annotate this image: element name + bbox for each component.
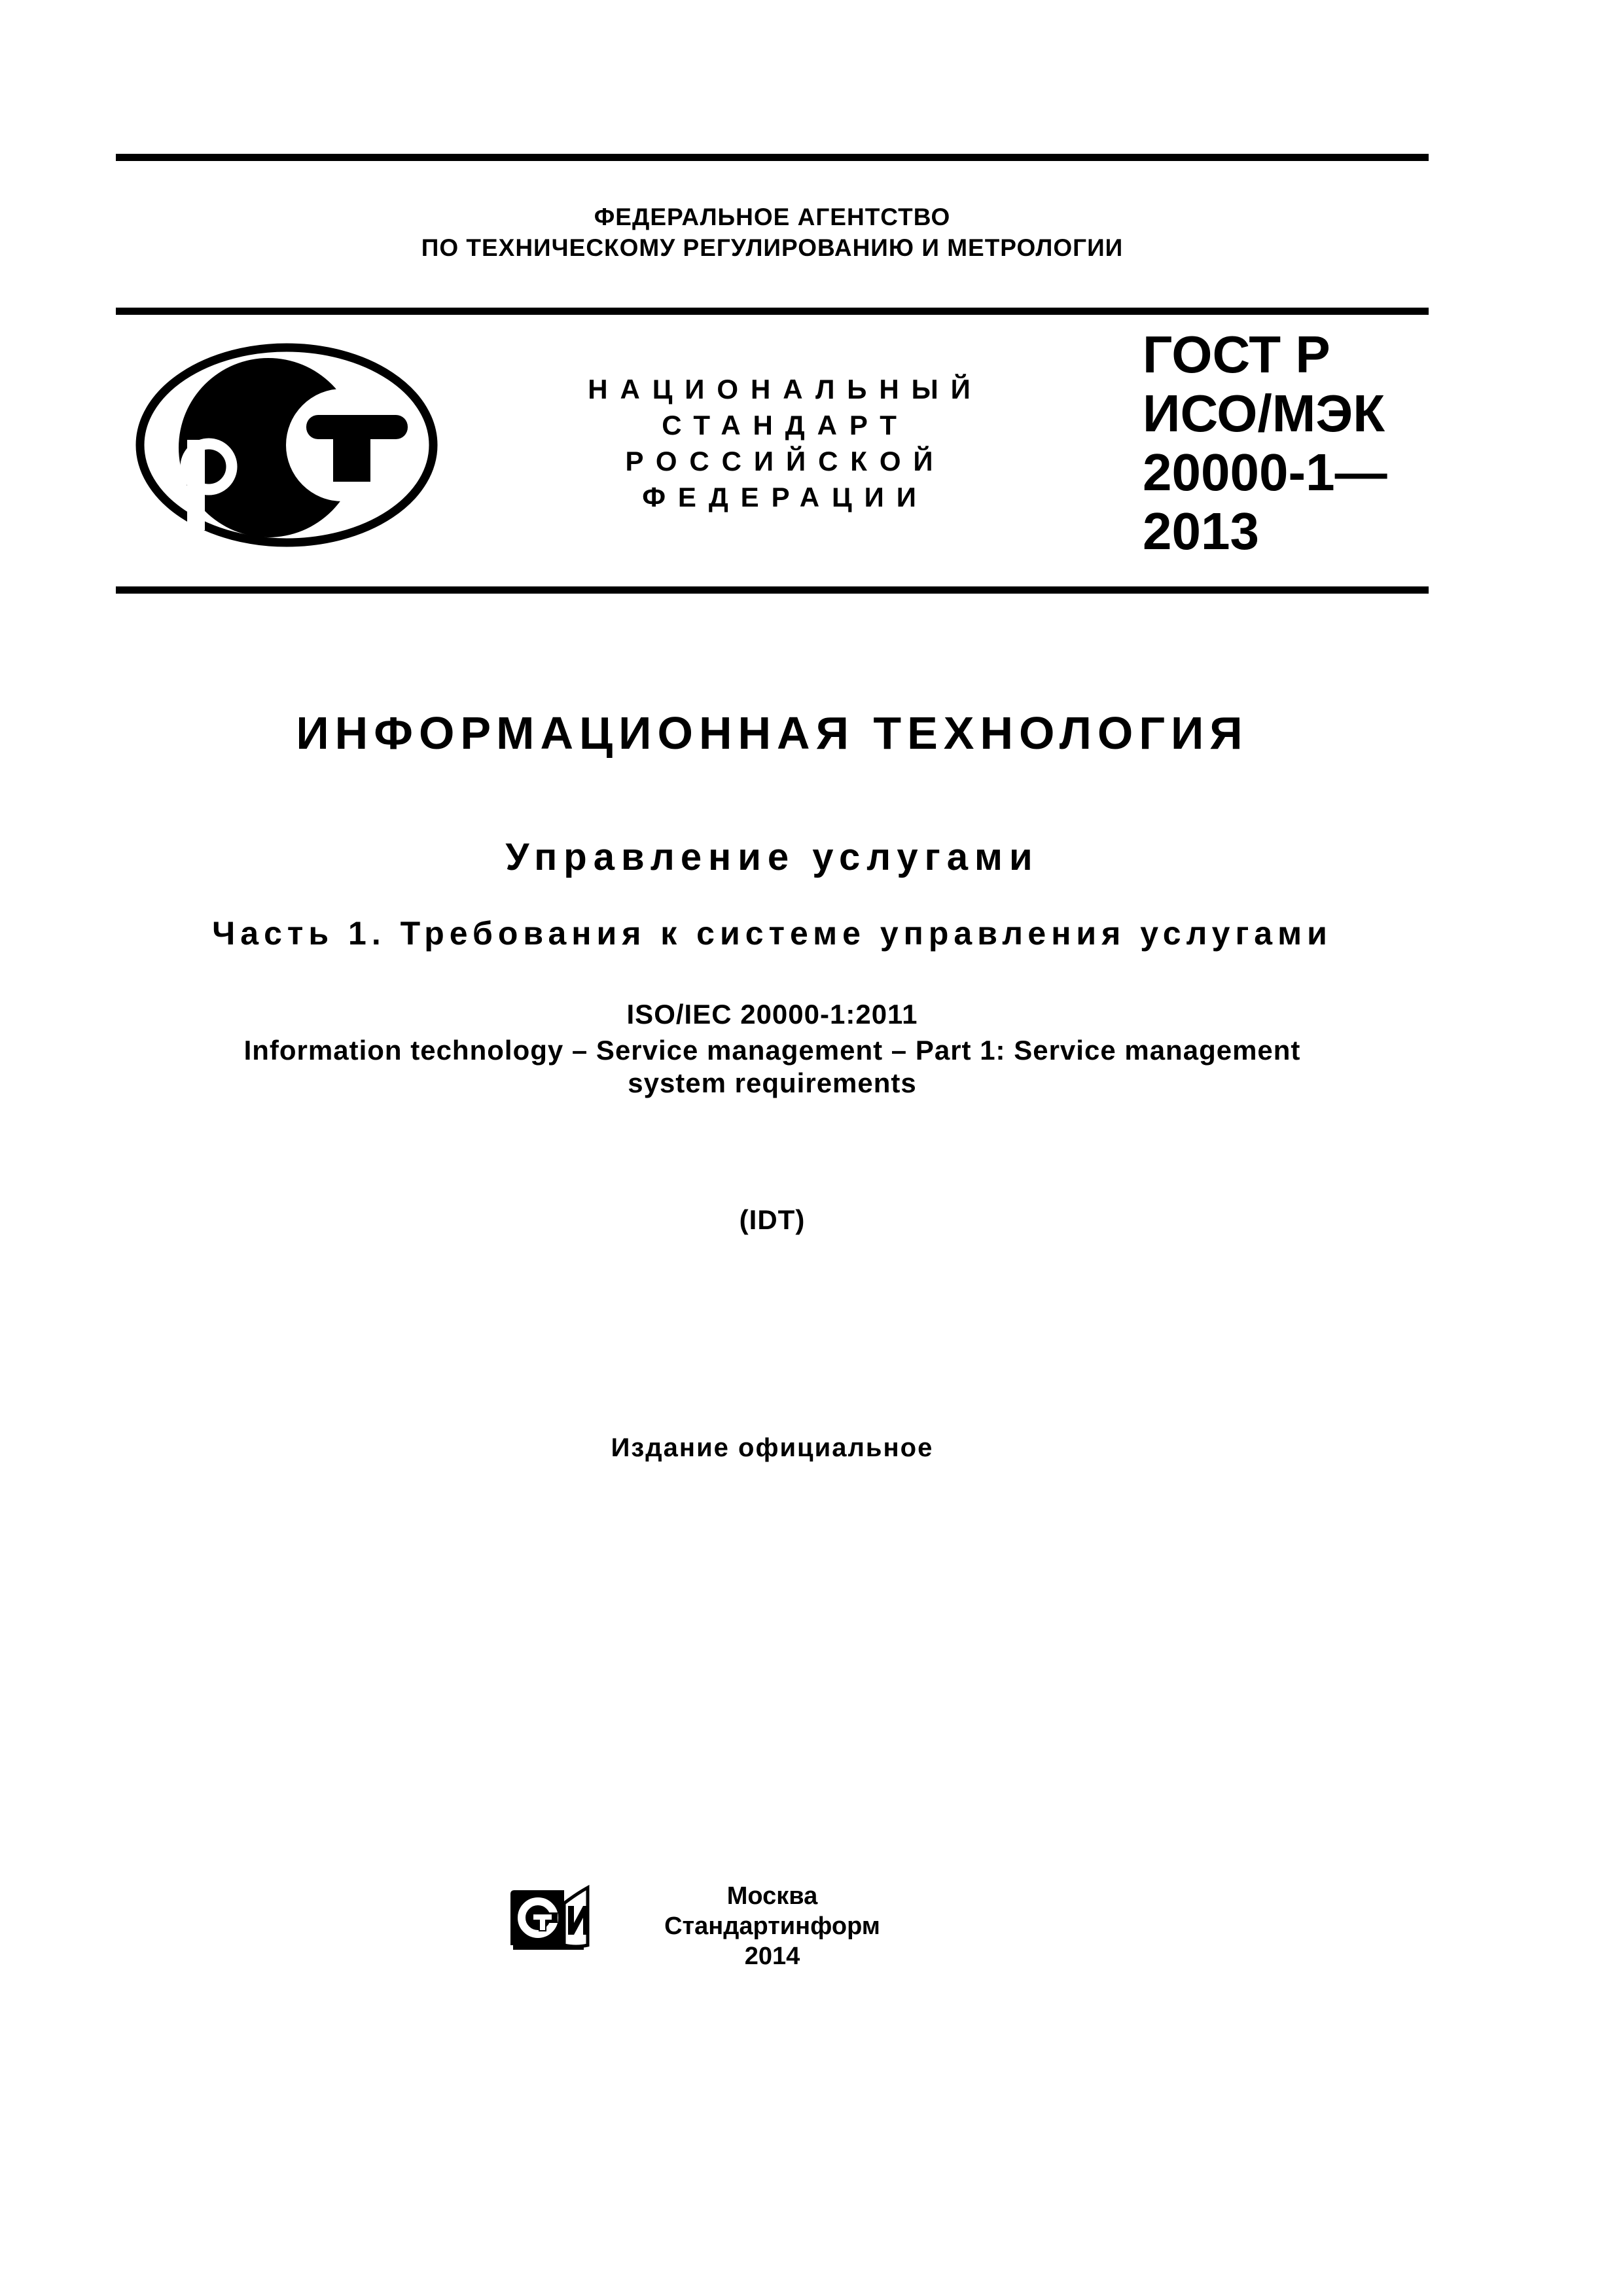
designation-line-4: 2013 xyxy=(1143,502,1259,560)
english-title-line-1: Information technology – Service management – Part 1: Service management xyxy=(243,1035,1301,1066)
title-subject: ИНФОРМАЦИОННАЯ ТЕХНОЛОГИЯ xyxy=(296,708,1249,759)
equivalence-degree: (IDT) xyxy=(739,1204,806,1235)
imprint xyxy=(116,1881,1429,1971)
header-rule xyxy=(116,586,1429,594)
top-rule xyxy=(116,154,1429,161)
imprint-publisher: Стандартинформ xyxy=(664,1912,880,1940)
standard-kind-line-3: РОССИЙСКОЙ xyxy=(625,446,946,476)
standard-kind-heading xyxy=(458,371,1113,515)
imprint-city: Москва xyxy=(726,1882,818,1910)
designation-line-3: 20000-1— xyxy=(1143,443,1387,501)
standard-kind-line-4: ФЕДЕРАЦИИ xyxy=(642,482,929,512)
iso-designation: ISO/IEC 20000-1:2011 xyxy=(626,999,918,1030)
agency-line-2: ПО ТЕХНИЧЕСКОМУ РЕГУЛИРОВАНИЮ И МЕТРОЛОГИИ xyxy=(421,234,1124,261)
agency-rule xyxy=(116,308,1429,315)
official-edition-note: Издание официальное xyxy=(611,1433,934,1462)
english-title xyxy=(116,1034,1429,1100)
standard-kind-line-2: СТАНДАРТ xyxy=(662,410,909,440)
agency-line-1: ФЕДЕРАЛЬНОЕ АГЕНТСТВО xyxy=(594,204,951,230)
english-title-line-2: system requirements xyxy=(628,1067,917,1098)
title-group: Управление услугами xyxy=(505,836,1039,878)
rost-certification-mark-icon xyxy=(135,343,438,547)
agency-heading xyxy=(116,202,1429,263)
designation-line-1: ГОСТ Р xyxy=(1143,325,1330,384)
standard-designation xyxy=(1143,325,1387,561)
title-part: Часть 1. Требования к системе управления услугами xyxy=(212,915,1332,952)
imprint-year: 2014 xyxy=(744,1943,800,1970)
designation-line-2: ИСО/МЭК xyxy=(1143,384,1385,442)
standard-kind-line-1: НАЦИОНАЛЬНЫЙ xyxy=(588,374,983,404)
